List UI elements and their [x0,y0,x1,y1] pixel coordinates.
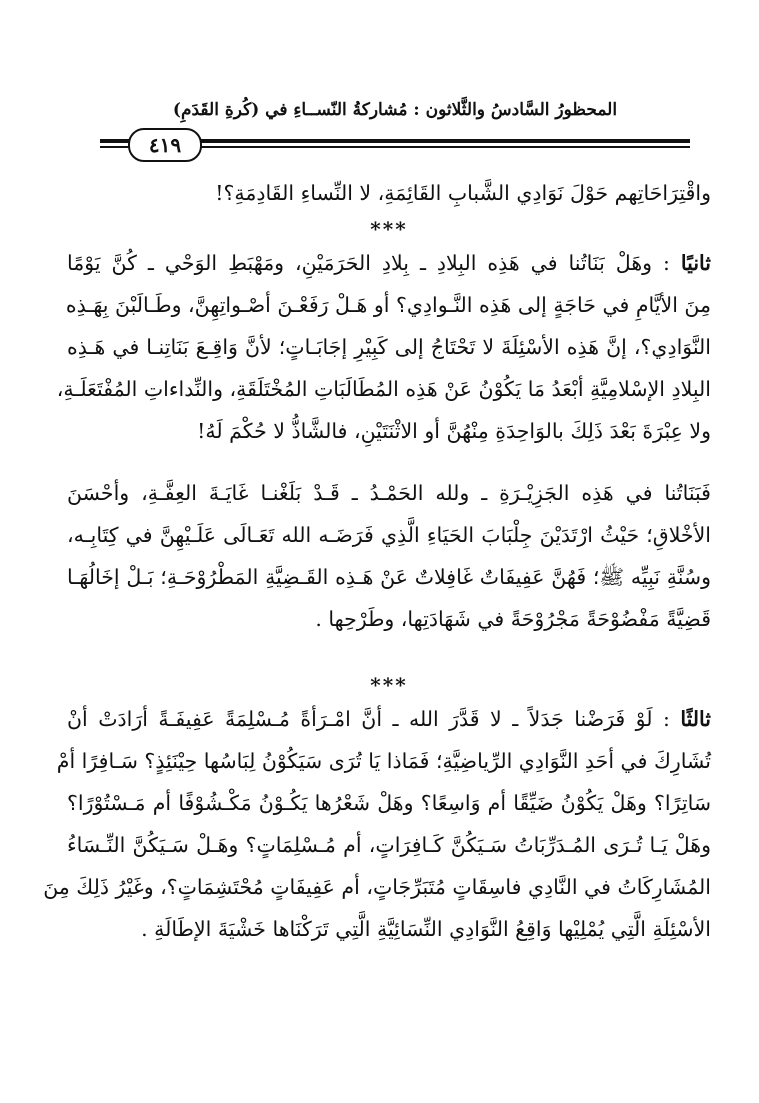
text-line: وهَلْ يَـا تُـرَى المُـدَرِّبَاتُ سَـيَكُنَّ كَـافِرَاتٍ، أم مُـسْلِمَاتٍ؟ وهَـلْ سَـيَكُنَّ النِّـسَاءُ [67,833,711,857]
text-line: سَاتِرًا؟ وهَلْ يَكُوْنُ ضَيِّقًا أم وَاسِعًا؟ وهَلْ شَعْرُها يَكُـوْنُ مَكْـشُوْفًا أم مَـسْتُوْرًا؟ [67,791,711,815]
text-line: فَبَنَاتُنا في هَذِه الجَزِيْـرَةِ ـ ولله الحَمْـدُ ـ قَـدْ بَلَغْنـا غَايَـةَ العِفَّـةِ، وأحْسَنَ [67,481,711,505]
text-line: ولا عِبْرَةَ بَعْدَ ذَلِكَ بالوَاحِدَةِ مِنْهُنَّ أو الاثْنَتَيْنِ، فالشَّاذُّ لا حُكْمَ لَهُ! [197,419,711,443]
text-line: البِلادِ الإسْلامِيَّةِ أبْعَدُ مَا يَكُوْنُ عَنْ هَذِه المُطَالَبَاتِ المُخْتَلَقَةِ، والنِّداءاتِ المُفْتَعَلَـةِ، [56,377,711,401]
text-line: مِنَ الأيَّامِ في حَاجَةٍ إلى هَذِه النَّـوادِي؟ أو هَـلْ رَفَعْـنَ أصْـواتِهِنَّ، وطَـالَبْنَ بِهَـذِه [65,293,711,317]
paragraph-continuation [67,172,711,214]
text-line: المُشَارِكَاتُ في النَّادِي فاسِقَاتٍ مُتَبَرِّجَاتٍ، أم عَفِيفَاتٍ مُحْتَشِمَاتٍ؟، وغَيْرُ ذَلِكَ مِنَ [43,875,711,899]
text-line: الأسْئِلَةِ الَّتِي يُمْلِيْها وَاقِعُ النَّوَادِي النِّسَائِيَّةِ الَّتِي تَرَكْنَاها خَشْيَةَ الإطَالَةِ . [141,917,711,941]
text-line: وسُنَّةِ نَبِيِّه ﷺ؛ فَهُنَّ عَفِيفَاتٌ غَافِلاتٌ عَنْ هَـذِه القَـضِيَّةِ المَطْرُوْحَـةِ؛ بَـلْ إخَالُهَـا [67,565,711,589]
paragraph-third-point [43,698,711,950]
page-number: ٤١٩ [128,128,202,162]
separator-stars: *** [370,217,408,241]
text-span: : لَوْ فَرَضْنا جَدَلاً ـ لا قَدَّرَ الله ـ أنَّ امْـرَأةً مُـسْلِمَةً عَفِيفَـةً أرَادَتْ أنْ [67,707,670,731]
paragraph-second-point [56,242,711,452]
text-line: تُشَارِكَ في أحَدِ النَّوَادِي الرِّياضِيَّةِ؛ فَمَاذا يَا تُرَى سَيَكُوْنُ لِبَاسُها حِيْنَئِذٍ؟ سَـافِرًا أمْ [56,749,711,773]
text-line: النَّوَادِي؟، إنَّ هَذِه الأسْئِلَةَ لا تَحْتَاجُ إلى كَبِيْرِ إجَابَـاتٍ؛ لأنَّ وَاقِـعَ بَنَاتِنـا في هَـذِه [67,335,711,359]
text-line: قَضِيَّةً مَفْضُوْحَةً مَجْرُوْحَةً في شَهَادَتِها، وطَرْحِها . [315,607,711,631]
paragraph-our-daughters [67,472,711,640]
separator-stars: *** [370,673,408,697]
text-span: : وهَلْ بَنَاتُنا في هَذِه البِلادِ ـ بِلادِ الحَرَمَيْنِ، ومَهْبَطِ الوَحْي ـ كُنَّ يَوْمًا [67,251,670,275]
text-line: الأخْلاقِ؛ حَيْثُ ارْتَدَيْنَ جِلْبَابَ الحَيَاءِ الَّذِي فَرَضَـه الله تَعَـالَى عَلَـيْهِنَّ في كِتَابِـه، [67,523,711,547]
section-label: ثالثًا [680,707,711,731]
section-label: ثانيًا [680,251,711,275]
running-header-title: المحظورُ السَّادسُ والثَّلاثون : مُشاركةُ النّســاءِ في (كُرةِ القَدَمِ) [172,100,618,120]
text-line [67,242,711,284]
text-line [67,698,711,740]
text-line: واقْتِرَاحَاتِهم حَوْلَ نَوَادِي الشَّبابِ القَائِمَةِ، لا النِّساءِ القَادِمَةِ؟! [215,181,711,205]
